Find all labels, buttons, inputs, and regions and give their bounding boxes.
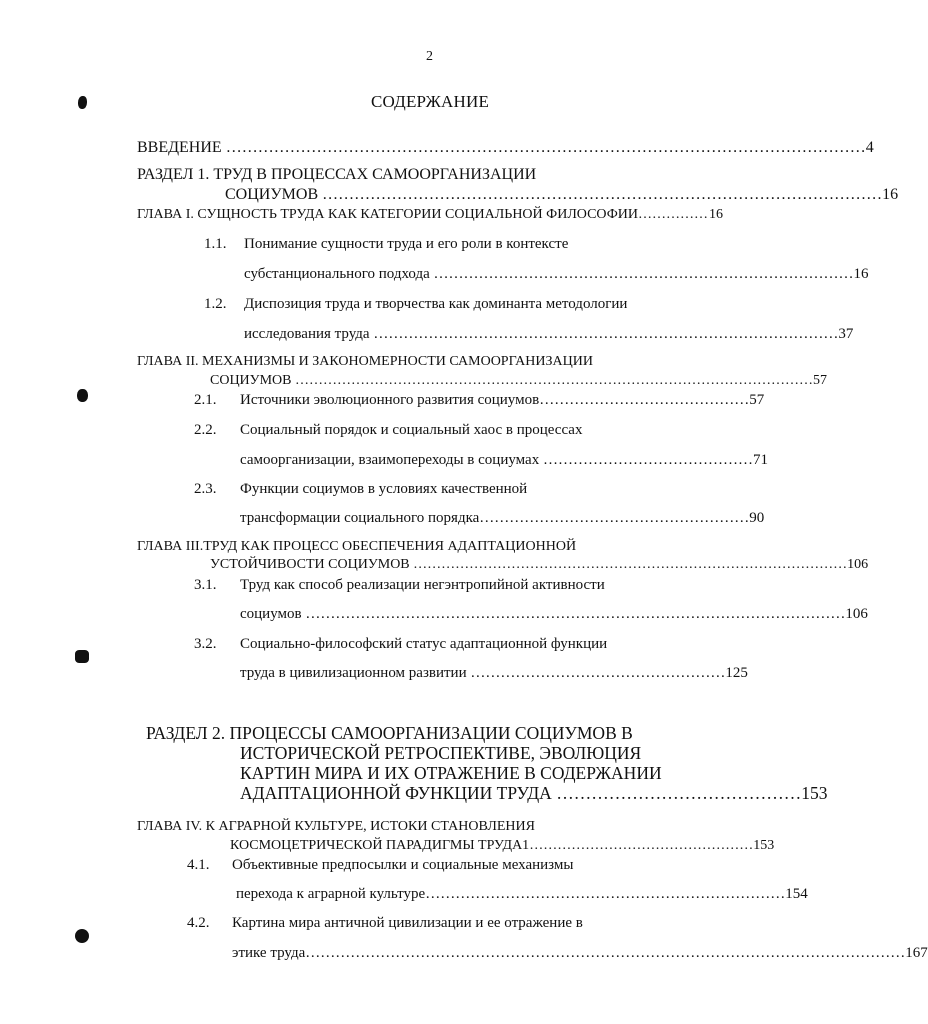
leader-dots: ………………………………………… [529, 838, 754, 853]
toc-page: 125 [725, 665, 748, 681]
toc-label: Источники эволюционного развития социумов [240, 392, 540, 408]
leader-dots: ………………………………………………………………………… [429, 266, 854, 282]
toc-section-1-1-line1: Понимание сущности труда и его роли в контексте [244, 236, 569, 252]
toc-entry-ch3 [210, 557, 869, 573]
toc-label: КОСМОЦЕТРИЧЕСКОЙ ПАРАДИГМЫ ТРУДА1 [230, 838, 530, 853]
toc-section-1-2-line1: Диспозиция труда и творчества как доминанта методологии [244, 296, 628, 312]
toc-page: 153 [753, 838, 775, 853]
toc-entry-1-1 [244, 266, 869, 283]
toc-entry-1-2 [244, 326, 854, 343]
toc-page: 4 [865, 139, 874, 156]
toc-label: УСТОЙЧИВОСТИ СОЦИУМОВ [210, 557, 410, 572]
scan-blot [78, 96, 87, 109]
toc-entry-3-1 [240, 606, 868, 623]
toc-section-4-1-line1: Объективные предпосылки и социальные механизмы [232, 857, 574, 873]
toc-section-2-3-line1: Функции социумов в условиях качественной [240, 481, 528, 497]
toc-num: 1.2. [204, 296, 227, 312]
scan-blot [77, 389, 88, 402]
toc-page: 16 [709, 207, 723, 222]
toc-num: 2.2. [194, 422, 217, 438]
toc-label: исследования труда [244, 326, 370, 342]
toc-label: СОЦИУМОВ [210, 373, 292, 388]
toc-num: 3.2. [194, 636, 217, 652]
toc-section-3-1-line1: Труд как способ реализации негэнтропийной активности [240, 577, 605, 593]
toc-section-3-2-line1: Социально-философский статус адаптационной функции [240, 636, 608, 652]
toc-entry-ch2 [210, 373, 827, 389]
leader-dots: ………………………………………………………………………………………………… [291, 373, 813, 388]
scan-blot [75, 650, 89, 663]
leader-dots: ……………………………………………… [479, 510, 750, 526]
toc-label: труда в цивилизационном развитии [240, 665, 467, 681]
toc-ch2-line1: ГЛАВА II. МЕХАНИЗМЫ И ЗАКОНОМЕРНОСТИ САМООРГАНИЗАЦИИ [137, 354, 593, 369]
toc-num: 4.1. [187, 857, 210, 873]
leader-dots: ………………………………………………………………………………… [369, 326, 839, 342]
toc-page: 153 [801, 783, 828, 803]
leader-dots: …………………………………………………………………………………………… [318, 186, 883, 203]
toc-page: 90 [749, 510, 765, 526]
toc-entry-4-2 [232, 945, 928, 962]
toc-entry-2-3 [240, 510, 765, 527]
toc-entry-2-2 [240, 452, 768, 469]
leader-dots: ………………………………………………………………………………………………………… [221, 139, 866, 156]
toc-num: 2.3. [194, 481, 217, 497]
toc-entry-3-2 [240, 665, 748, 682]
page-title: СОДЕРЖАНИЕ [371, 92, 490, 111]
toc-part2-line3: КАРТИН МИРА И ИХ ОТРАЖЕНИЕ В СОДЕРЖАНИИ [240, 763, 662, 783]
toc-label: этике труда [232, 945, 306, 961]
toc-section-2-2-line1: Социальный порядок и социальный хаос в процессах [240, 422, 583, 438]
toc-entry-4-1 [236, 886, 808, 903]
leader-dots: …………………………………… [539, 392, 750, 408]
toc-label: АДАПТАЦИОННОЙ ФУНКЦИИ ТРУДА [240, 783, 552, 803]
toc-label: СОЦИУМОВ [225, 186, 319, 203]
leader-dots: ………………………………………………………………………………… [409, 557, 848, 572]
toc-page: 57 [812, 373, 827, 388]
toc-num: 3.1. [194, 577, 217, 593]
toc-page: 154 [785, 886, 808, 902]
leader-dots: …………………………………… [539, 452, 753, 468]
toc-page: 16 [853, 266, 869, 282]
toc-section-4-2-line1: Картина мира античной цивилизации и ее отражение в [232, 915, 583, 931]
toc-entry-ch1 [137, 207, 723, 223]
toc-entry-2-1 [240, 392, 765, 409]
toc-entry-intro [137, 139, 874, 157]
toc-page: 57 [749, 392, 765, 408]
toc-part2-line1: РАЗДЕЛ 2. ПРОЦЕССЫ САМООРГАНИЗАЦИИ СОЦИУМОВ В [146, 723, 633, 743]
toc-num: 2.1. [194, 392, 217, 408]
toc-page: 71 [752, 452, 768, 468]
toc-ch3-line1: ГЛАВА III.ТРУД КАК ПРОЦЕСС ОБЕСПЕЧЕНИЯ АДАПТАЦИОННОЙ [137, 539, 577, 554]
leader-dots: ……………………………………………………………………………………………… [301, 606, 846, 622]
scan-blot [75, 929, 89, 943]
toc-page: 106 [845, 606, 868, 622]
toc-entry-part2 [240, 783, 828, 804]
leader-dots: …………………………………… [551, 783, 802, 803]
toc-entry-ch4 [230, 838, 775, 854]
leader-dots: ……………………………………………………………… [425, 886, 786, 902]
toc-label: ГЛАВА I. СУЩНОСТЬ ТРУДА КАК КАТЕГОРИИ СОЦИАЛЬНОЙ ФИЛОСОФИИ [137, 207, 638, 222]
toc-label: перехода к аграрной культуре [236, 886, 426, 902]
toc-label: субстанционального подхода [244, 266, 430, 282]
toc-label: социумов [240, 606, 302, 622]
toc-num: 4.2. [187, 915, 210, 931]
leader-dots: ………………………………………………………………………………………………………… [305, 945, 906, 961]
toc-label: самоорганизации, взаимопереходы в социумах [240, 452, 540, 468]
toc-entry-part1 [225, 186, 899, 204]
toc-part1-line1: РАЗДЕЛ 1. ТРУД В ПРОЦЕССАХ САМООРГАНИЗАЦИИ [137, 166, 537, 183]
page-number: 2 [426, 49, 433, 64]
toc-part2-line2: ИСТОРИЧЕСКОЙ РЕТРОСПЕКТИВЕ, ЭВОЛЮЦИЯ [240, 743, 642, 763]
toc-page: 167 [905, 945, 928, 961]
leader-dots: …………………………………………… [466, 665, 726, 681]
toc-ch4-line1: ГЛАВА IV. К АГРАРНОЙ КУЛЬТУРЕ, ИСТОКИ СТАНОВЛЕНИЯ [137, 819, 535, 834]
leader-dots: …………… [638, 207, 708, 222]
toc-label: ВВЕДЕНИЕ [137, 139, 222, 156]
toc-page: 37 [838, 326, 854, 342]
toc-label: трансформации социального порядка [240, 510, 480, 526]
toc-num: 1.1. [204, 236, 227, 252]
toc-page: 106 [847, 557, 869, 572]
toc-page: 16 [882, 186, 899, 203]
